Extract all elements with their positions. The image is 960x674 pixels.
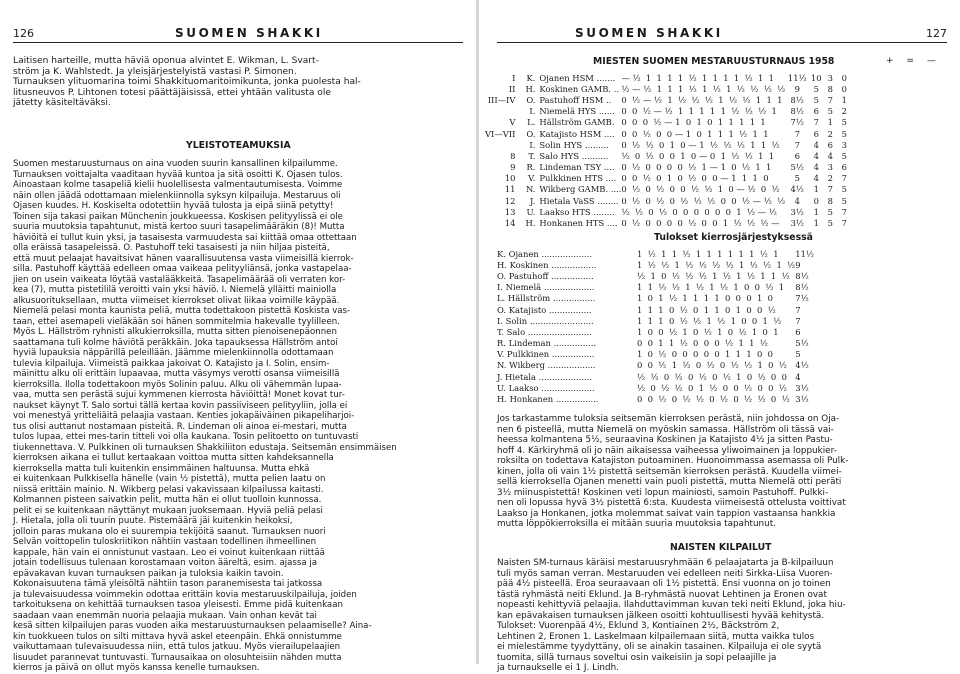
results-cell: ½ 1 0 ½ ½ ½ 1 ½ 1 ½ 1 1 ½ (637, 270, 790, 281)
points-cell: 7 (794, 128, 800, 139)
results-cell: 0 0 ½ — ½ 1 1 1 1 1 ½ ½ ½ 1 (621, 106, 777, 117)
standings-row (485, 195, 851, 206)
wins-cell: 1 (813, 184, 819, 195)
player-name: U. Laakso .................... (497, 382, 595, 393)
draws-cell: 6 (827, 139, 833, 150)
results-cell: 0 0 ½ 0 1 0 ½ 0 0 — 1 1 1 0 (621, 173, 769, 184)
text-line: epävakavan kuvan turnauksen paikan ja tuloksia kaikin tavoin. (13, 568, 284, 579)
player-name: Niemelä HYS ...... (539, 106, 615, 117)
text-line: Kokonaisuutena tämä yleisöltä nähtiin tason paranemisesta tai jatkossa (13, 579, 323, 589)
standings-row (485, 94, 851, 105)
text-line: silla. Pastuhoff käyttää edelleen omaa vaikeaa pelityyliänsä, jonka vastapelaa- (13, 264, 352, 274)
results-cell: 0 0 1 1 ½ 0 0 0 ½ 1 1 ½ (637, 338, 768, 349)
player-name: Wikberg GAMB. .... (539, 184, 622, 195)
losses-cell: 3 (841, 139, 847, 150)
text-line: häviöitä ei tullut kuin yksi, ja tasaisesta varmuudesta sai kiittää omaa ottettaan (13, 232, 357, 243)
points-cell: 8½ (790, 94, 804, 105)
results-cell: 0 ½ ½ 0 1 0 — 1 ½ ½ ½ 1 1 ½ (621, 139, 780, 150)
wins-cell: 4 (813, 150, 819, 161)
left-page-header (13, 26, 463, 43)
player-name: O. Pastuhoff ................ (497, 270, 594, 281)
text-line: vaikuttamaan tulevaisuudessa niin, että tulos jatkuu. Myös vierailupelaajien (13, 642, 341, 652)
text-line: jotain todellisuus tulenaan korostamaan voiton ääreltä, esim. ajassa ja (13, 558, 318, 568)
text-line: Laakso ja Honkanen, jotka molemmat saivat vain tappion vastaansa hankkia (497, 508, 836, 519)
text-line: kappale, hän vain ei onnistunut vastaan. Leo ei voinut kuitenkaan riittää (13, 547, 325, 558)
rank-cell (485, 106, 519, 117)
results-cell: 0 ½ 0 ½ 0 0 ½ ½ 1 0 — ½ 0 ½ (621, 184, 780, 195)
points-cell: 8½ (795, 270, 809, 281)
text-line: alkusuorituksellaan, mutta viimeiset kierrokset olivat liikaa voimille käypää. (13, 295, 340, 306)
rank-cell: 14 (504, 218, 516, 229)
text-line: Ainoastaan kolme tasapeliä kielii huolellisesta valmentautumisesta. Voimme (13, 180, 343, 190)
losses-cell: 2 (841, 106, 847, 117)
initial-cell: H. (525, 83, 536, 94)
rank-cell: 10 (504, 173, 516, 184)
draws-cell: 8 (827, 83, 833, 94)
results-cell: 1 1 1 0 ½ 0 1 1 0 1 0 0 ½ (637, 304, 776, 315)
player-name: Pastuhoff HSM .. (539, 94, 612, 105)
col-header-losses: — (926, 56, 936, 66)
wins-cell: 4 (813, 139, 819, 150)
text-line: ei mielestämme tyydyttäny, oli se ainakin tasainen. Kilpailuja ei ole syytä (497, 642, 822, 652)
text-line: kin tuokkueen tulos on silti mittava hyvä askel eteenpäin. Ehkä onnistumme (13, 631, 342, 642)
points-cell: 4 (794, 195, 800, 206)
standings-row (485, 217, 851, 228)
points-cell: 9 (795, 259, 801, 270)
points-cell: 7 (795, 315, 801, 326)
points-cell: 9 (794, 83, 800, 94)
rank-cell: II (508, 83, 516, 94)
text-line: taan, ettei asemapeli vieläkään soi hänen sommitelmia hakevalle tyylilleen. (13, 316, 340, 327)
losses-cell: 1 (841, 94, 847, 105)
draws-cell: 4 (827, 150, 833, 161)
standings-row (485, 162, 851, 173)
text-line: 3½ miinuspistettä! Koskinen veti lopun mainiosti, samoin Pastuhoff. Pulkki- (497, 487, 829, 498)
results-cell: 1 0 1 ½ 1 1 1 1 0 0 0 1 0 (637, 293, 773, 304)
results-cell: ½ — ½ 1 1 1 ½ 1 ½ 1 ½ ½ ½ ½ (621, 83, 786, 94)
left-section-heading: YLEISTOTEAMUKSIA (186, 140, 291, 151)
standings-row (485, 173, 851, 184)
text-line: kierroksilla. Ilolla todettakoon myös Solinin paluu. Alku oli vähemmän lupaa- (13, 379, 342, 390)
wins-cell: 0 (813, 195, 819, 206)
left-page-number: 126 (13, 27, 34, 40)
kierros-row (497, 270, 825, 281)
text-line: pelit ei se kuitenkaan näyttänyt mukaan juoksemaan. Hyviä peliä pelasi (13, 505, 323, 516)
text-line: ja tulevaisuudessa voimmekin odottaa erittäin kovia mestaruuskilpailuja, joiden (13, 589, 357, 600)
results-cell: 0 0 ½ 0 0 — 1 0 1 1 1 ½ 1 1 (621, 128, 769, 139)
points-cell: 4½ (790, 184, 804, 195)
points-cell: 3½ (795, 382, 809, 393)
right-page-header (497, 26, 947, 43)
kierros-row (497, 382, 825, 393)
text-line: Niemelä pelasi monta kaunista peliä, mutta todettakoon pistettä Koskista vas- (13, 306, 351, 316)
text-line: ja turnaukselle ei 1 J. Lindh. (497, 663, 619, 673)
points-cell: 7 (795, 304, 801, 315)
initial-cell: J. (530, 195, 536, 206)
wins-cell: 6 (813, 106, 819, 117)
text-line: olla eräissä tasapeleissä. O. Pastuhoff teki tasaisesti ja niin hiljaa pisteitä, (13, 243, 330, 253)
rank-cell: III—IV (487, 94, 516, 105)
text-line: kea (7), mutta pistetililä veroitti vain yksi häviö. I. Niemelä ylläitti mainiolla (13, 285, 337, 295)
kierros-row (497, 259, 825, 270)
player-name: Salo HYS .......... (539, 150, 609, 161)
standings-row (485, 184, 851, 195)
results-cell: ½ ½ 0 ½ 0 ½ 0 ½ 1 0 ½ 0 0 (637, 371, 787, 382)
points-cell: 5 (794, 173, 800, 184)
points-cell: 7½ (790, 117, 804, 128)
points-cell: 11½ (795, 248, 815, 259)
player-name: Solin HYS ......... (539, 139, 609, 150)
text-line: kesä sitten kilpailujen paras vuoden aika mestaruusturnauksen pelaamiselle? Aina- (13, 621, 372, 631)
player-name: L. Hällström ................ (497, 293, 596, 304)
text-line: tuli myös saman verran. Mestaruuden vei edelleen neiti Sirkka-Liisa Vuoren- (497, 568, 833, 579)
kierros-row (497, 315, 825, 326)
losses-cell: 5 (841, 117, 847, 128)
draws-cell: 7 (827, 94, 833, 105)
draws-cell: 5 (827, 218, 833, 229)
player-name: J. Hietala .................... (497, 371, 592, 382)
text-line: tus olisi auttanut nostamaan pisteitä. R. Lindeman oli ainoa ei-mestari, mutta (13, 421, 347, 432)
text-line: tarkoituksena on kehittää turnauksen tasoa yleisesti. Emme pidä kuitenkaan (13, 600, 343, 610)
left-intro-text (13, 56, 361, 109)
standings-row (485, 150, 851, 161)
text-line: ei kuitenkaan Pulkkisella hänelle (vain ½ pistettä), mutta pelien laatu on (13, 474, 326, 484)
right-section-heading: NAISTEN KILPAILUT (670, 542, 772, 553)
player-name: Lindeman TSY .... (539, 162, 615, 173)
text-line: Myös L. Hällström ryhnisti alkukierroksilla, mutta sitten pienoisenepäonnen (13, 327, 337, 337)
rank-cell: 13 (504, 206, 516, 217)
losses-cell: 7 (841, 173, 847, 184)
results-cell: 1 1 1 0 ½ ½ 1 ½ 1 0 0 1 ½ (637, 315, 782, 326)
text-line: tulevia kilpailuja. Viimeistä paikkaa jakoivat O. Katajisto ja I. Solin, ensim- (13, 358, 330, 369)
draws-cell: 8 (827, 195, 833, 206)
initial-cell: T. (528, 150, 536, 161)
player-name: Honkanen HTS .... (539, 218, 618, 229)
kierros-row (497, 360, 825, 371)
right-page-number: 127 (926, 27, 947, 40)
rank-cell: 12 (504, 195, 516, 206)
draws-cell: 5 (827, 206, 833, 217)
results-cell: ½ 0 ½ 0 0 1 0 — 0 1 ½ ½ 1 1 (621, 150, 775, 161)
text-line: kan epävakaisen turnauksen jälkeen osoitti kohtuullisesti hyvää kehitystä. (497, 610, 825, 621)
player-name: V. Pulkkinen ................ (497, 349, 595, 360)
text-line: kierroksen aikana ei tullut kertaakaan voittoa mutta sitten kahdeksannella (13, 453, 334, 463)
right-paragraph-2 (497, 558, 846, 674)
results-cell: 1 0 0 ½ 1 0 ½ 1 0 ½ 1 0 1 (637, 326, 779, 337)
standings-col-headers (886, 56, 936, 66)
wins-cell: 4 (813, 173, 819, 184)
page-spine (476, 0, 479, 664)
points-cell: 11½ (787, 72, 807, 83)
player-name: Hietala VaSS ........ (539, 195, 619, 206)
rank-cell (485, 139, 519, 150)
player-name: I. Solin ........................ (497, 315, 594, 326)
results-cell: 0 ½ 0 0 0 0 ½ 0 0 1 ½ ½ ½ — (621, 218, 780, 229)
points-cell: 3½ (795, 394, 809, 405)
draws-cell: 2 (827, 128, 833, 139)
player-name: Katajisto HSM .... (539, 128, 615, 139)
text-line: hoff 4. Kärkiryhmä oli jo näin aikaisessa vaiheessa yliwoimainen ja loppukier- (497, 445, 837, 456)
text-line: saadaan vaan enemmän nuoria pelaajia mukaan. Vain onhan kevät tai (13, 610, 317, 621)
left-magazine-title: SUOMEN SHAKKI (175, 26, 323, 40)
points-cell: 4 (795, 371, 801, 382)
losses-cell: 5 (841, 128, 847, 139)
wins-cell: 6 (813, 128, 819, 139)
text-line: mäinittu alku oli erittäin lupaavaa, mutta väsymys verotti osansa viimeisillä (13, 369, 340, 379)
wins-cell: 5 (813, 83, 819, 94)
rank-cell: V (509, 117, 516, 128)
text-line: nopeasti kehittyviä pelaajia. Ilahduttavimman kuvan teki neiti Eklund, joka hiu- (497, 600, 846, 610)
text-line: näin ollen jäädä odottamaan mielenkiinnolla syksyn kilpailuja. Mestaruus oli (13, 190, 341, 201)
text-line: että muut pelaajat havaitsivat hänen vaarallisuutensa vasta viimeisillä kierrok- (13, 253, 354, 264)
results-cell: — ½ 1 1 1 1 ½ 1 1 1 1 ½ 1 1 (621, 72, 774, 83)
text-line: tästä ryhmästä neiti Eklund. Ja B-ryhmästä nuovat Lehtinen ja Eronen ovat (497, 589, 827, 600)
kierros-title: Tulokset kierrosjärjestyksessä (654, 232, 813, 243)
wins-cell: 1 (813, 206, 819, 217)
standings-row (485, 72, 851, 83)
results-cell: ½ ½ 0 ½ 0 0 0 0 0 0 1 ½ — ½ (621, 206, 777, 217)
text-line: tiukennettava. V. Pulkkinen oli turnauksen Shakkiliiton edustaja. Seitsemän ensimmäisen (13, 442, 397, 453)
losses-cell: 7 (841, 218, 847, 229)
text-line: Naisten SM-turnaus käräisi mestaruusryhmään 6 pelaajatarta ja B-kilpailuun (497, 558, 834, 568)
player-name: K. Ojanen ................... (497, 248, 593, 259)
player-name: Hällström GAMB. (539, 117, 615, 128)
text-line: Tulokset: Vuorenpää 4½, Eklund 3, Kontiainen 2½, Bäckström 2, (497, 621, 783, 631)
rank-cell: 8 (510, 150, 516, 161)
points-cell: 4½ (795, 360, 809, 371)
losses-cell: 0 (841, 72, 847, 83)
points-cell: 5 (795, 349, 801, 360)
points-cell: 3½ (790, 206, 804, 217)
draws-cell: 2 (827, 173, 833, 184)
text-line: naukset käynyt T. Salo sortui tällä kertaa kovin passiiviseen pelityyliin, jolla ei (13, 400, 348, 411)
text-line: vaa, mutta sen perästä sujui kymmenen kierrosta häviöittä! Monet kovat tur- (13, 390, 345, 400)
points-cell: 5½ (790, 162, 804, 173)
text-line: jätetty käsiteltäväksi. (13, 98, 111, 108)
results-cell: 1 1 ½ ½ 1 ½ 1 ½ 1 0 0 ½ 1 (637, 282, 785, 293)
results-cell: 0 0 0 ½ — 1 0 1 0 1 1 1 1 1 (621, 117, 766, 128)
text-line: roksilta on todettava Katajiston putoaminen. Huonoimmassa asemassa oli Pulk- (497, 456, 849, 466)
kierros-row (497, 248, 825, 259)
kierros-row (497, 293, 825, 304)
points-cell: 8½ (795, 282, 809, 293)
losses-cell: 7 (841, 206, 847, 217)
draws-cell: 3 (827, 72, 833, 83)
player-name: Koskinen GAMB. .. (539, 83, 620, 94)
initial-cell: K. (526, 72, 536, 83)
text-line: litusneuvos P. Lihtonen totesi päättäjäisissä, ettei yhtään valitusta ole (13, 87, 331, 98)
results-cell: 0 0 ½ 1 ½ 0 ½ 0 ½ ½ 1 0 ½ (637, 360, 787, 371)
text-line: Selvän voittopelin tuloskriitikon nähtiin vastaan todellinen ihmeellinen (13, 537, 317, 547)
points-cell: 7 (794, 139, 800, 150)
text-line: Toinen sija takasi paikan Münchenin joukkueessa. Koskisen pelityylissä ei ole (13, 211, 343, 222)
standings-row (485, 117, 851, 128)
player-name: N. Wikberg .................. (497, 360, 596, 371)
col-header-wins: + (886, 56, 894, 66)
wins-cell: 5 (813, 94, 819, 105)
results-cell: 0 ½ — ½ 1 ½ ½ ½ 1 ½ ½ 1 1 1 (621, 94, 783, 105)
standings-row (485, 139, 851, 150)
text-line: Turnauksen voittajalta vaaditaan hyvää kuntoa ja sitä osoitti K. Ojasen tulos. (13, 169, 343, 180)
initial-cell: I. (529, 139, 536, 150)
losses-cell: 5 (841, 184, 847, 195)
text-line: saattamana tuli kolme häviötä peräkkäin. Joka tapauksessa Hällström antoi (13, 337, 338, 348)
text-line: ström ja K. Wahlstedt. Ja yleisjärjestelyistä vastasi P. Simonen. (13, 66, 297, 77)
points-cell: 5½ (795, 338, 809, 349)
player-name: I. Niemelä ................... (497, 282, 595, 293)
player-name: R. Lindeman ................ (497, 338, 597, 349)
text-line: Ojasen kuudes. H. Koskiselta odotettiin hyvää tulosta ja eipä siinä petytty! (13, 201, 334, 211)
col-header-draws: = (906, 56, 914, 66)
text-line: suuria muutoksia tapahtunut, mistä kertoo suuri tasapelimääräkin (8)! Mutta (13, 222, 345, 232)
text-line: heessa kolmantena 5½, seuraavina Koskinen ja Katajisto 4½ ja sitten Pastu- (497, 435, 833, 445)
text-line: pää 4½ pisteellä. Eroa seuraavaan oli 1½ pistettä. Ensi vuonna on jo toinen (497, 579, 831, 589)
player-name: H. Honkanen ................ (497, 394, 599, 405)
kierros-row (497, 326, 825, 337)
initial-cell: R. (526, 162, 536, 173)
kierros-row (497, 304, 825, 315)
text-line: sellä kierroksella Ojanen menetti vain puoli pistettä, mutta Niemelä otti peräti (497, 477, 842, 487)
wins-cell: 4 (813, 162, 819, 173)
text-line: Lehtinen 2, Eronen 1. Laskelmaan kilpailemaan siitä, mutta vaikka tulos (497, 631, 815, 642)
losses-cell: 6 (841, 162, 847, 173)
text-line: nen 6 pisteellä, mutta Niemelä on myöskin samassa. Hällström oli tässä vai- (497, 424, 834, 435)
initial-cell: U. (526, 206, 536, 217)
text-line: lisuudet parannevat tuntuvasti. Turnausaikaa on olosuhteisiin nähden mutta (13, 652, 342, 663)
text-line: kierroksella matta tuli kuitenkin ensimmäinen haltuunsa. Mutta ehkä (13, 463, 310, 474)
right-page (481, 0, 960, 673)
rank-cell: I (512, 72, 516, 83)
text-line: Jos tarkastamme tuloksia seitsemän kierroksen perästä, niin johdossa on Oja- (497, 414, 840, 424)
player-name: O. Katajisto ................ (497, 304, 592, 315)
text-line: nen oli lopussa hyvä 3½ pistettä 6:sta. Kuudesta viimeisestä ottelusta voittivat (497, 498, 846, 508)
wins-cell: 7 (813, 117, 819, 128)
losses-cell: 5 (841, 195, 847, 206)
standings-table (485, 72, 851, 229)
player-name: Ojanen HSM ....... (539, 72, 616, 83)
standings-row (485, 128, 851, 139)
left-body-text (13, 159, 397, 674)
results-cell: 1 ½ 1 1 ½ 1 1 1 1 1 1 ½ 1 (637, 248, 779, 259)
results-cell: 1 ½ ½ 1 ½ ½ ½ ½ 1 ½ ½ 1 ½ (637, 259, 796, 270)
results-cell: 0 0 ½ 0 ½ ½ 0 ½ 0 ½ ½ 0 ½ (637, 394, 790, 405)
points-cell: 8½ (790, 106, 804, 117)
draws-cell: 5 (827, 106, 833, 117)
text-line: J. Hietala, jolla oli tuurin puute. Pistemäärä jäi kuitenkin heikoksi, (13, 516, 293, 526)
standings-row (485, 83, 851, 94)
text-line: hyviä lupauksia näppärillä peleillään. Jäämme mielenkiinnolla odottamaan (13, 348, 334, 358)
standings-row (485, 106, 851, 117)
kierros-row (497, 393, 825, 404)
text-line: Kolmannen pisteen saivatkin pelit, mutta hän ei ollut tuolloin kunnossa. (13, 495, 322, 505)
losses-cell: 5 (841, 150, 847, 161)
rank-cell: 11 (504, 184, 516, 195)
initial-cell: N. (525, 184, 536, 195)
text-line: tuomita, sillä turnaus soveltui osin vaikeisiin ja sopi pelaajille ja (497, 652, 777, 663)
initial-cell: V. (528, 173, 536, 184)
initial-cell: O. (526, 128, 536, 139)
text-line: mutta löppökierroksilla ei mitään suuria muutoksia tapahtunut. (497, 519, 776, 529)
text-line: voi menestyä yritteliäitä pelaajia vastaan. Kenties jokapäiväinen pikapeliharjoi- (13, 411, 355, 421)
rank-cell: 9 (510, 162, 516, 173)
initial-cell: I. (529, 106, 536, 117)
player-name: Pulkkinen HTS .... (539, 173, 617, 184)
losses-cell: 0 (841, 83, 847, 94)
results-cell: 0 ½ 0 0 0 0 ½ 1 — 1 0 ½ 1 1 (621, 162, 772, 173)
right-magazine-title: SUOMEN SHAKKI (575, 26, 723, 40)
text-line: Suomen mestaruusturnaus on aina vuoden suurin kansallinen kilpailumme. (13, 159, 338, 169)
left-page (0, 0, 475, 673)
player-name: H. Koskinen ................. (497, 259, 597, 270)
results-cell: 1 0 ½ 0 0 0 0 0 1 1 1 0 0 (637, 349, 773, 360)
points-cell: 7½ (795, 293, 809, 304)
initial-cell: H. (525, 218, 536, 229)
player-name: T. Salo ........................ (497, 326, 592, 337)
text-line: tulos lupaa, ettei mes-tarin titteli voi olla kaukana. Tosin pelitoetto on tuntuvasti (13, 432, 359, 442)
text-line: kierros ja päivä on ollut myös kanssa kenelle turnauksen. (13, 663, 260, 673)
text-line: niissä erittäin mainio. N. Wikberg pelasi vakavissaan kilpailussa kaitasti. (13, 484, 324, 495)
text-line: Turnauksen ylituomarina toimi Shakkituomaritoimikunta, jonka puolesta hal- (13, 77, 361, 87)
draws-cell: 1 (827, 117, 833, 128)
text-line: jolloin paras mukana olo ei suurempia tekijöitä saanut. Turnauksen nuori (13, 526, 326, 537)
points-cell: 6 (794, 150, 800, 161)
wins-cell: 10 (810, 72, 822, 83)
results-cell: ½ 0 ½ ½ 0 1 ½ 0 0 ½ 0 0 ½ (637, 382, 787, 393)
kierros-row (497, 371, 825, 382)
rank-cell: VI—VII (485, 128, 516, 139)
right-paragraph-1 (497, 414, 848, 530)
standings-row (485, 206, 851, 217)
text-line: jien on usein vaikeata löytää vastalääkkeitä. Tasapelimäärää oli verraten kor- (13, 274, 346, 285)
initial-cell: L. (527, 117, 536, 128)
points-cell: 3½ (790, 218, 804, 229)
standings-title: MIESTEN SUOMEN MESTARUUSTURNAUS 1958 (593, 56, 835, 67)
draws-cell: 3 (827, 162, 833, 173)
text-line: kinen, jolla oli vain 1½ pistettä seitsemän kierroksen perästä. Kuudella viimei- (497, 466, 842, 477)
kierros-table (497, 248, 825, 405)
results-cell: 0 ½ 0 ½ 0 ½ ½ ½ 0 0 ½ — ½ ½ (621, 195, 786, 206)
initial-cell: O. (526, 94, 536, 105)
kierros-row (497, 282, 825, 293)
wins-cell: 1 (813, 218, 819, 229)
player-name: Laakso HTS ........ (539, 206, 615, 217)
text-line: Laitisen harteille, mutta häviä oponua alvintet E. Wikman, L. Svart- (13, 56, 319, 66)
kierros-row (497, 349, 825, 360)
kierros-row (497, 338, 825, 349)
draws-cell: 7 (827, 184, 833, 195)
points-cell: 6 (795, 326, 801, 337)
